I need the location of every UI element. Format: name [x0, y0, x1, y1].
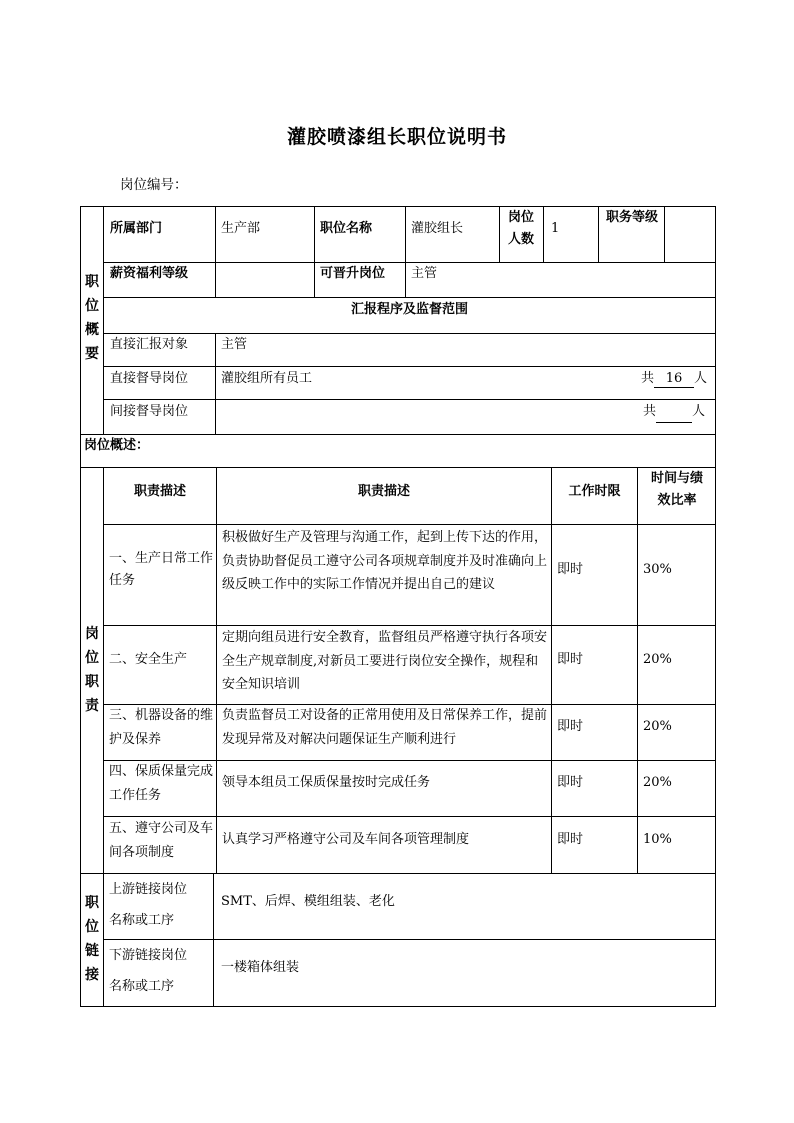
grade-value-cell [664, 206, 716, 263]
duty-row-2-name: 二、安全生产 [109, 652, 188, 667]
direct-sup-count [641, 368, 707, 390]
salary-label: 薪资福利等级 [110, 266, 189, 281]
duties-label-char-1: 岗 [85, 626, 99, 642]
upstream-value: SMT、后焊、模组组装、老化 [221, 894, 395, 909]
overview-label-char-4: 要 [85, 346, 99, 362]
indirect-sup-count-value [656, 406, 692, 423]
summary-row [80, 434, 716, 468]
duty-row-2-ratio: 20% [643, 652, 672, 667]
indirect-sup-label: 间接督导岗位 [110, 404, 189, 419]
overview-label-char-2: 位 [85, 298, 99, 314]
overview-label-char-1: 职 [85, 274, 99, 290]
duties-header-limit: 工作时限 [568, 484, 621, 499]
indirect-sup-count-prefix: 共 [643, 404, 657, 419]
direct-report-value-cell [215, 333, 716, 367]
grade-label: 职务等级 [606, 210, 659, 225]
salary-value-cell [215, 262, 315, 298]
direct-sup-count-suffix: 人 [694, 371, 708, 386]
job-value: 灌胶组长 [411, 221, 464, 236]
overview-label-char-3: 概 [85, 322, 99, 338]
direct-report-value: 主管 [221, 337, 248, 352]
direct-sup-count-prefix: 共 [641, 371, 655, 386]
duty-row-4-limit: 即时 [557, 775, 584, 790]
links-section-label [82, 891, 102, 987]
direct-sup-label: 直接督导岗位 [110, 371, 189, 386]
headcount-label: 岗位人数 [507, 210, 534, 247]
direct-report-label: 直接汇报对象 [110, 337, 189, 352]
direct-sup-count-value: 16 [654, 371, 694, 388]
duty-row-4-ratio: 20% [643, 775, 672, 790]
duty-row-3-ratio: 20% [643, 719, 672, 734]
downstream-value: 一楼箱体组装 [221, 960, 300, 975]
duties-header-ratio: 时间与绩效比率 [650, 471, 703, 508]
duty-row-4-desc: 领导本组员工保质保量按时完成任务 [222, 775, 431, 790]
duties-header-desc: 职责描述 [357, 484, 410, 499]
headcount-value: 1 [551, 221, 560, 236]
links-label-char-4: 接 [85, 967, 99, 983]
duty-row-1-name: 一、生产日常工作任务 [109, 551, 214, 588]
duty-row-2-desc: 定期向组员进行安全教育，监督组员严格遵守执行各项安全生产规章制度,对新员工要进行岗位安全操作，规程和安全知识培训 [222, 630, 548, 692]
job-label: 职位名称 [320, 221, 373, 236]
overview-section-label [82, 270, 102, 366]
promote-value-cell [405, 262, 716, 298]
dept-label: 所属部门 [110, 221, 163, 236]
duty-row-3-name: 三、机器设备的维护及保养 [109, 708, 214, 747]
duty-row-5-ratio: 10% [643, 832, 672, 847]
position-code-label: 岗位编号： [120, 177, 188, 193]
report-header: 汇报程序及监督范围 [350, 302, 468, 317]
duty-row-3-limit: 即时 [557, 719, 584, 734]
page-title: 灌胶喷漆组长职位说明书 [286, 126, 507, 148]
links-label-char-2: 位 [85, 919, 99, 935]
summary-label: 岗位概述： [84, 438, 150, 453]
indirect-sup-count [643, 401, 705, 423]
duty-row-2-limit: 即时 [557, 652, 584, 667]
duties-label-char-3: 职 [85, 674, 99, 690]
direct-sup-value: 灌胶组所有员工 [221, 371, 313, 386]
indirect-sup-value-cell [215, 399, 716, 435]
duty-row-1-limit: 即时 [557, 562, 584, 577]
links-label-char-3: 链 [85, 943, 99, 959]
links-label-char-1: 职 [85, 895, 99, 911]
duty-row-4-name: 四、保质保量完成工作任务 [109, 764, 214, 803]
duty-row-3-desc: 负责监督员工对设备的正常用使用及日常保养工作，提前发现异常及对解决问题保证生产顺利进行 [222, 708, 548, 747]
indirect-sup-count-suffix: 人 [692, 404, 706, 419]
duty-row-1-ratio: 30% [643, 562, 672, 577]
promote-label: 可晋升岗位 [320, 266, 386, 281]
duty-row-5-desc: 认真学习严格遵守公司及车间各项管理制度 [222, 832, 470, 847]
downstream-label: 下游链接岗位名称或工序 [109, 948, 188, 994]
duties-label-char-4: 责 [85, 698, 99, 714]
duties-section-label [82, 622, 102, 718]
dept-value: 生产部 [221, 221, 261, 236]
duties-label-char-2: 位 [85, 650, 99, 666]
duty-row-5-name: 五、遵守公司及车间各项制度 [109, 821, 214, 860]
duties-header-name: 职责描述 [133, 484, 186, 499]
promote-value: 主管 [411, 266, 438, 281]
duty-row-5-limit: 即时 [557, 832, 584, 847]
upstream-label: 上游链接岗位名称或工序 [109, 882, 188, 928]
duty-row-1-desc: 积极做好生产及管理与沟通工作，起到上传下达的作用，负责协助督促员工遵守公司各项规章制度并及时准确向上级反映工作中的实际工作情况并提出自己的建议 [222, 530, 548, 592]
